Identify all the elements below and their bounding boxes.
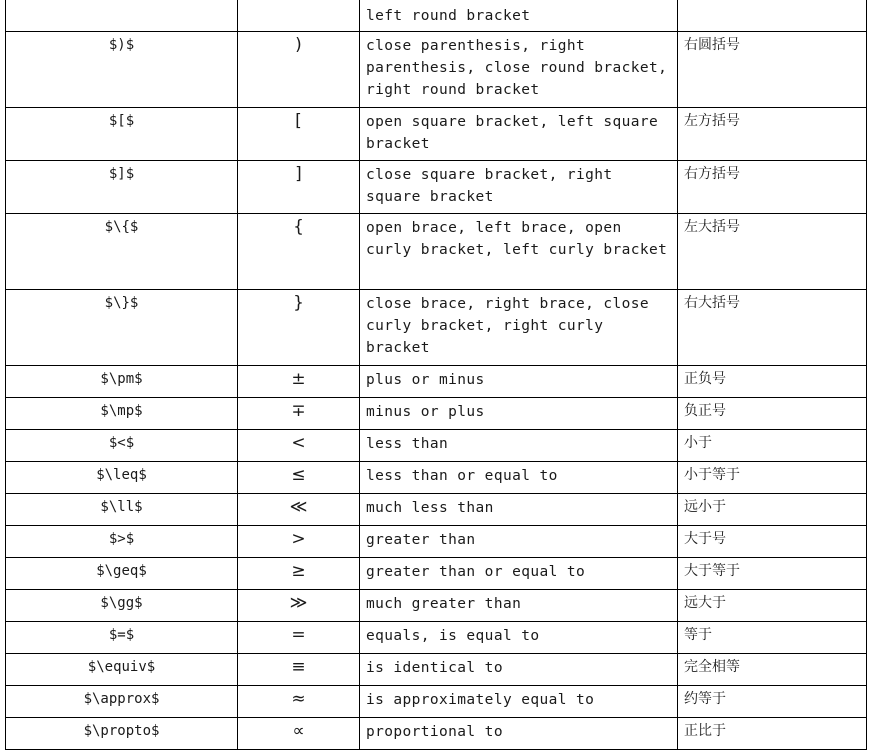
latex-code-cell: $\pm$: [6, 366, 238, 398]
symbol-cell: ∓: [238, 398, 360, 430]
chinese-name-cell: 右大括号: [678, 290, 867, 366]
symbol-cell: {: [238, 214, 360, 290]
table-row: [6, 108, 867, 161]
table-row: [6, 526, 867, 558]
chinese-name-cell: 左方括号: [678, 108, 867, 161]
latex-code-cell: $>$: [6, 526, 238, 558]
symbol-cell: ≈: [238, 686, 360, 718]
latex-code-cell: $\gg$: [6, 590, 238, 622]
english-name-cell: close brace, right brace, close curly bracket, right curly bracket: [360, 290, 678, 366]
symbol-table-page: [5, 0, 866, 750]
symbol-cell: =: [238, 622, 360, 654]
latex-code-cell: $\mp$: [6, 398, 238, 430]
english-name-cell: plus or minus: [360, 366, 678, 398]
latex-code-cell: [6, 0, 238, 32]
symbol-cell: [238, 0, 360, 32]
symbol-cell: <: [238, 430, 360, 462]
table-row: [6, 398, 867, 430]
latex-code-cell: $\approx$: [6, 686, 238, 718]
english-name-cell: greater than: [360, 526, 678, 558]
chinese-name-cell: 等于: [678, 622, 867, 654]
chinese-name-cell: [678, 0, 867, 32]
english-name-cell: open brace, left brace, open curly bracket, left curly bracket: [360, 214, 678, 290]
latex-code-cell: $\leq$: [6, 462, 238, 494]
latex-code-cell: $\geq$: [6, 558, 238, 590]
latex-code-cell: $<$: [6, 430, 238, 462]
latex-code-cell: $]$: [6, 161, 238, 214]
english-name-cell: open square bracket, left square bracket: [360, 108, 678, 161]
table-row: [6, 290, 867, 366]
english-name-cell: close square bracket, right square bracket: [360, 161, 678, 214]
table-row: [6, 462, 867, 494]
chinese-name-cell: 左大括号: [678, 214, 867, 290]
symbol-cell: >: [238, 526, 360, 558]
latex-code-cell: $)$: [6, 32, 238, 108]
english-name-cell: minus or plus: [360, 398, 678, 430]
latex-code-cell: $=$: [6, 622, 238, 654]
chinese-name-cell: 远大于: [678, 590, 867, 622]
latex-code-cell: $\propto$: [6, 718, 238, 750]
english-name-cell: greater than or equal to: [360, 558, 678, 590]
chinese-name-cell: 小于等于: [678, 462, 867, 494]
table-row: [6, 718, 867, 750]
table-row: [6, 161, 867, 214]
symbol-cell: ≫: [238, 590, 360, 622]
english-name-cell: less than: [360, 430, 678, 462]
english-name-cell: is approximately equal to: [360, 686, 678, 718]
chinese-name-cell: 大于等于: [678, 558, 867, 590]
symbol-cell: ∝: [238, 718, 360, 750]
table-row: [6, 214, 867, 290]
table-row: [6, 654, 867, 686]
english-name-cell: proportional to: [360, 718, 678, 750]
latex-code-cell: $\{$: [6, 214, 238, 290]
english-name-cell: left round bracket: [360, 0, 678, 32]
symbol-cell: ≤: [238, 462, 360, 494]
chinese-name-cell: 右圆括号: [678, 32, 867, 108]
chinese-name-cell: 完全相等: [678, 654, 867, 686]
table-row: [6, 494, 867, 526]
symbol-cell: [: [238, 108, 360, 161]
chinese-name-cell: 小于: [678, 430, 867, 462]
chinese-name-cell: 正负号: [678, 366, 867, 398]
chinese-name-cell: 约等于: [678, 686, 867, 718]
english-name-cell: close parenthesis, right parenthesis, close round bracket, right round bracket: [360, 32, 678, 108]
english-name-cell: less than or equal to: [360, 462, 678, 494]
symbol-cell: ]: [238, 161, 360, 214]
symbol-cell: ≥: [238, 558, 360, 590]
table-row: [6, 32, 867, 108]
table-row: [6, 622, 867, 654]
chinese-name-cell: 负正号: [678, 398, 867, 430]
symbol-cell: ≪: [238, 494, 360, 526]
symbol-cell: }: [238, 290, 360, 366]
table-row: [6, 366, 867, 398]
table-row: [6, 686, 867, 718]
chinese-name-cell: 正比于: [678, 718, 867, 750]
english-name-cell: much greater than: [360, 590, 678, 622]
table-row: [6, 430, 867, 462]
table-row: [6, 558, 867, 590]
symbol-cell: ): [238, 32, 360, 108]
latex-code-cell: $[$: [6, 108, 238, 161]
table-row: [6, 590, 867, 622]
latex-code-cell: $\}$: [6, 290, 238, 366]
english-name-cell: is identical to: [360, 654, 678, 686]
symbol-cell: ≡: [238, 654, 360, 686]
chinese-name-cell: 远小于: [678, 494, 867, 526]
chinese-name-cell: 大于号: [678, 526, 867, 558]
symbol-cell: ±: [238, 366, 360, 398]
latex-code-cell: $\equiv$: [6, 654, 238, 686]
english-name-cell: equals, is equal to: [360, 622, 678, 654]
table-row: [6, 0, 867, 32]
english-name-cell: much less than: [360, 494, 678, 526]
chinese-name-cell: 右方括号: [678, 161, 867, 214]
latex-code-cell: $\ll$: [6, 494, 238, 526]
symbol-table: [5, 0, 867, 750]
